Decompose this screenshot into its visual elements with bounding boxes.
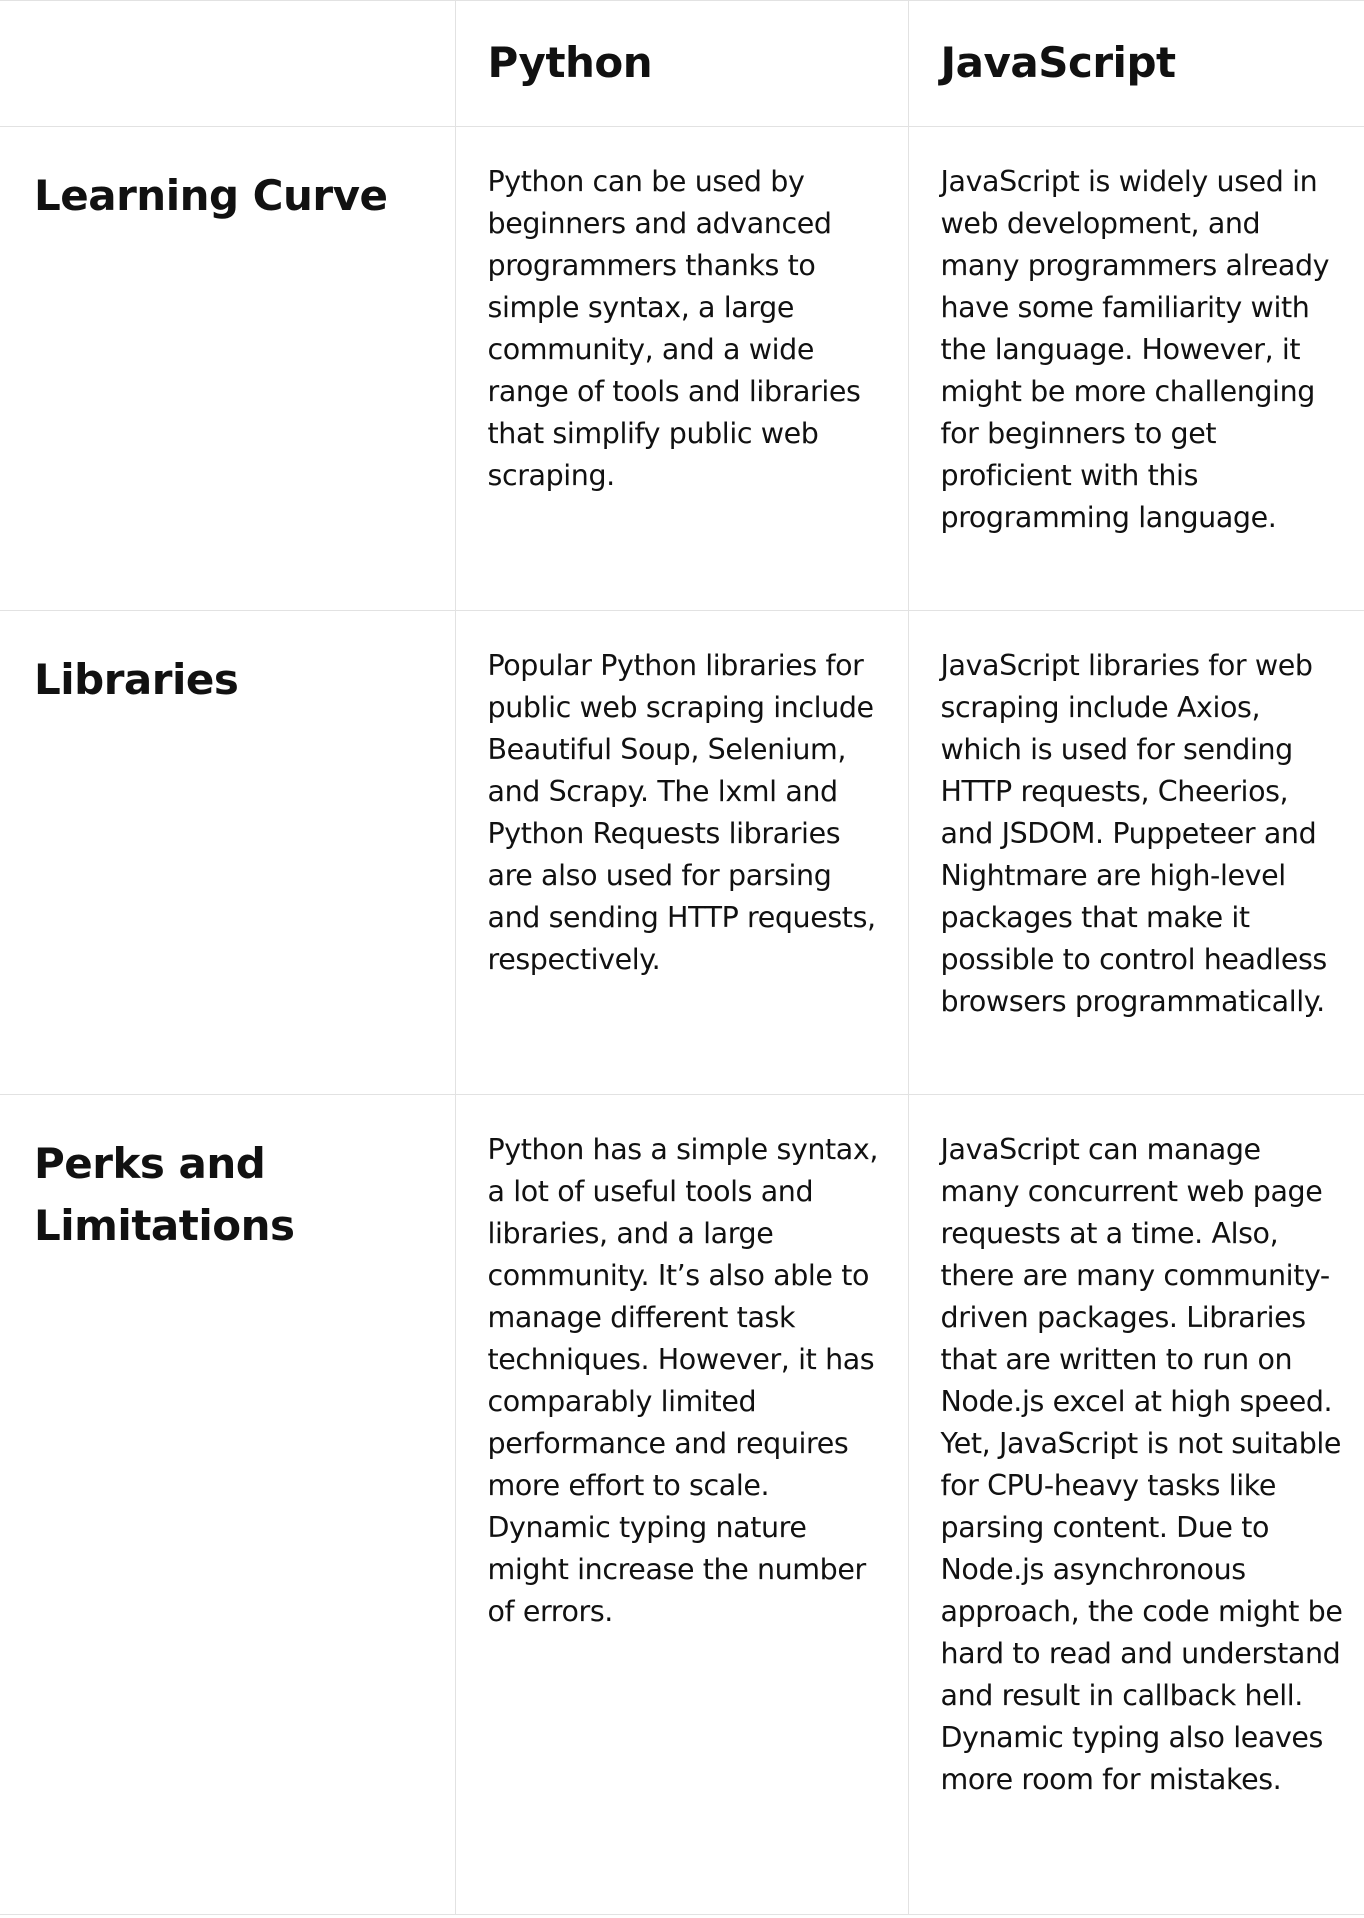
- cell-python-libraries: Popular Python libraries for public web scraping include Beautiful Soup, Selenium, and Scrapy. The lxml and Python Requests libraries are also used for parsing and sending HTTP requests, respectively.: [455, 611, 908, 1095]
- cell-javascript-libraries: JavaScript libraries for web scraping include Axios, which is used for sending HTTP requests, Cheerios, and JSDOM. Puppeteer and Nightmare are high-level packages that make it possible to control headless browsers programmatically.: [908, 611, 1364, 1095]
- cell-python-perks-and-limitations: Python has a simple syntax, a lot of useful tools and libraries, and a large community. It’s also able to manage different task techniques. However, it has comparably limited performance and requires more effort to scale. Dynamic typing nature might increase the number of errors.: [455, 1095, 908, 1915]
- row-label-perks-and-limitations: Perks and Limitations: [0, 1095, 455, 1915]
- table-row-learning-curve: [0, 127, 1364, 611]
- row-label-libraries: Libraries: [0, 611, 455, 1095]
- cell-python-learning-curve: Python can be used by beginners and advanced programmers thanks to simple syntax, a large community, and a wide range of tools and libraries that simplify public web scraping.: [455, 127, 908, 611]
- table-header-row: [0, 1, 1364, 127]
- header-javascript: JavaScript: [908, 1, 1364, 127]
- header-python: Python: [455, 1, 908, 127]
- table-row-libraries: [0, 611, 1364, 1095]
- cell-javascript-perks-and-limitations: JavaScript can manage many concurrent web page requests at a time. Also, there are many community-driven packages. Libraries that are written to run on Node.js excel at high speed. Yet, JavaScript is not suitable for CPU-heavy tasks like parsing content. Due to Node.js asynchronous approach, the code might be hard to read and understand and result in callback hell. Dynamic typing also leaves more room for mistakes.: [908, 1095, 1364, 1915]
- table-row-perks-and-limitations: [0, 1095, 1364, 1915]
- row-label-learning-curve: Learning Curve: [0, 127, 455, 611]
- cell-javascript-learning-curve: JavaScript is widely used in web development, and many programmers already have some familiarity with the language. However, it might be more challenging for beginners to get proficient with this programming language.: [908, 127, 1364, 611]
- header-empty-cell: [0, 1, 455, 127]
